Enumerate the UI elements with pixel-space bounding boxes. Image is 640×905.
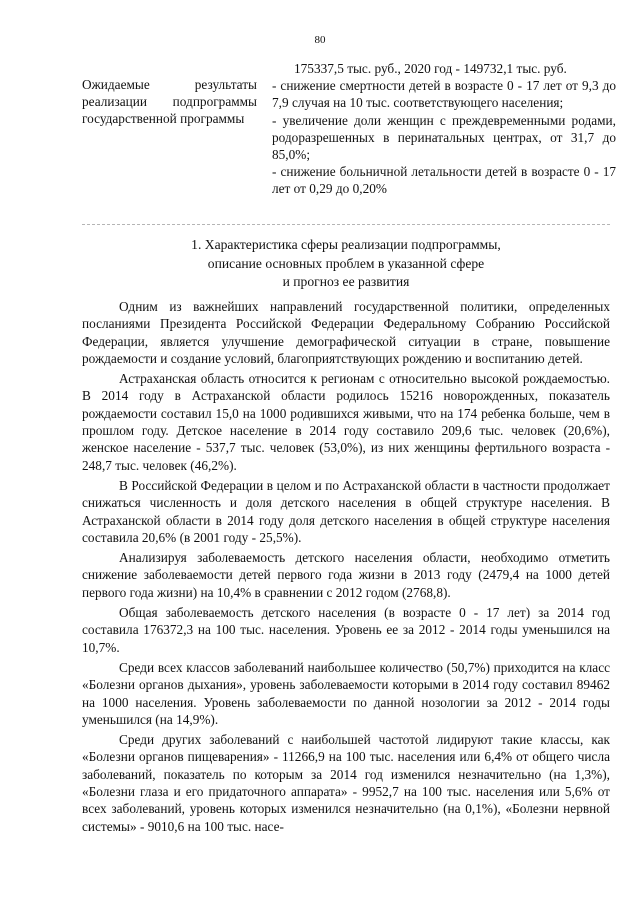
section-body (82, 298, 610, 838)
table-value-line: 175337,5 тыс. руб., 2020 год - 149732,1 тыс. руб. (294, 61, 567, 76)
table-row-value (272, 60, 616, 198)
paragraph: Астраханская область относится к регионам с относительно высокой рождаемостью. В 2014 году в Астраханской области родилось 15216 новорожденных, показатель рождаемости составил 15,0 на 1000 родившихся живыми, что на 174 ребенка больше, чем в прошлом году. Детское население в 2014 году составило 209,6 тыс. человек (20,6%), женское население - 537,7 тыс. человек (53,0%), из них женщины фертильного возраста - 248,7 тыс. человек (46,2%). (82, 371, 610, 473)
page-number: 80 (314, 34, 326, 46)
paragraph: Одним из важнейших направлений государственной политики, определенных посланиями Президента Российской Федерации Федеральному Собранию Российской Федерации, является улучшение демографической ситуации в стране, повышение рождаемости и создание условий, благоприятствующих рождению и воспитанию детей. (82, 299, 610, 366)
paragraph: Среди всех классов заболеваний наибольшее количество (50,7%) приходится на класс «Болезни органов дыхания», уровень заболеваемости которыми в 2014 году составил 89462 на 1000 населения. Уровень заболеваемости по данной нозологии за 2012 - 2014 годы уменьшился (на 14,9%). (82, 659, 610, 727)
paragraph: В Российской Федерации в целом и по Астраханской области в частности продолжает снижаться численность и доля детского населения в общей структуре населения. В Астраханской области в 2014 году доля детского населения в общей структуре населения составила 20,6% (в 2001 году - 25,5%). (82, 477, 610, 545)
paragraph: Общая заболеваемость детского населения (в возрасте 0 - 17 лет) за 2014 год составила 176372,3 на 100 тыс. населения. Уровень ее за 2012 - 2014 годы уменьшился на 10,7%. (82, 605, 610, 655)
table-value-line: - снижение больничной летальности детей в возрасте 0 - 17 лет от 0,29 до 0,20% (272, 164, 616, 197)
table-bottom-border (82, 224, 610, 225)
table-value-line: - снижение смертности детей в возрасте 0 - 17 лет от 9,3 до 7,9 случая на 10 тыс. соответствующего населения; (272, 78, 616, 111)
table-value-line: - увеличение доли женщин с преждевременными родами, родоразрешенных в перинатальных центрах, от 31,7 до 85,0%; (272, 112, 616, 163)
table-row-label: Ожидаемые результаты реализации подпрограммы государственной программы (82, 77, 257, 127)
paragraph: Среди других заболеваний с наибольшей частотой лидируют такие классы, как «Болезни органов пищеварения» - 11266,9 на 100 тыс. населения или 6,4% от общего числа заболеваний, показатель по которым за 2014 год изменился незначительно (на 1,3%), «Болезни глаза и его придаточного аппарата» - 9952,7 на 100 тыс. населения или 5,6% от всех заболеваний, уровень которых изменился незначительно (на 0,1%), «Болезни нервной системы» - 9010,6 на 100 тыс. насе- (82, 732, 610, 834)
section-heading (82, 236, 610, 292)
heading-line: 1. Характеристика сферы реализации подпрограммы, (191, 237, 501, 252)
heading-line: описание основных проблем в указанной сфере (207, 255, 485, 271)
heading-line: и прогноз ее развития (282, 274, 410, 289)
paragraph: Анализируя заболеваемость детского населения области, необходимо отметить снижение заболеваемости детей первого года жизни в 2013 году (2479,4 на 1000 детей первого года жизни) на 10,4% в сравнении с 2012 годом (2768,8). (82, 550, 610, 600)
